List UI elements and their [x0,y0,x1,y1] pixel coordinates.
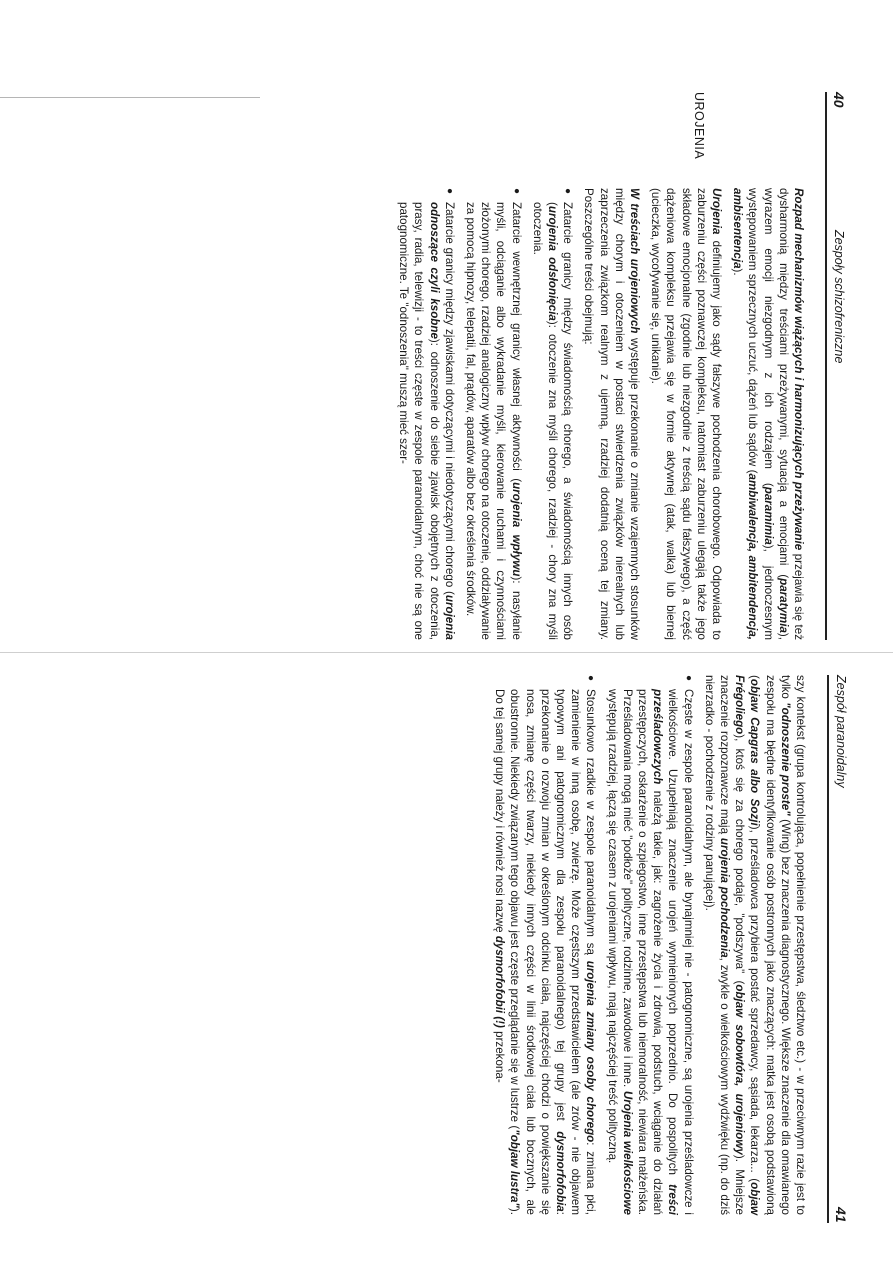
text-run: , zwykle o wielkościowym wydźwięku (np. do dziś nierzadko - pochodzenie z rodziny panującej). [702,675,731,1216]
text-run: ). Mniejsze znaczenie rozpoznawcze mają [717,675,747,1215]
emphasized-term: "odnoszenie proste" [778,702,792,816]
text-run: Zatarcie granicy między zjawiskami dotyczącymi i niedotyczącymi chorego ( [442,202,456,595]
text-run: występuje przekonanie o zmianie wzajemnych stosunków między chorym i otoczeniem w postaci stwierdzenia związków nierealnych lub zaprzeczenia związkom realnym z ujemną, rzadziej dodatnią oceną tej zmiany. Poszczególne treści obejmują: [582,188,641,640]
emphasized-term: W treściach urojeniowych [627,188,641,334]
text-column [390,188,806,640]
emphasized-term: "objaw lustra" [508,1129,522,1208]
paragraph-tresci-urojeniowe [581,188,642,640]
text-run: szy kontekst (grupa kontrolująca, popełnienie przestępstwa, śledztwo etc.) - w przeciwnym razie jest to tylko [778,675,807,1215]
header-rule [825,92,827,640]
text-run: występują rzadziej, łączą się czasem z urojeniami wpływu, mają najczęściej treść polityczną. [605,689,619,1164]
section-label: UROJENIA [692,92,706,160]
text-run: Zatarcie granicy między świadomością chorego, a świadomością innych osób ( [545,202,575,640]
page-number: 41 [833,1207,849,1223]
text-run: należą takie, jak: zagrożenie życia i zdrowia, podstuch, wciąganie do działań przestępczych, oskarżenie o szpiegostwo, inne przestępstwa lub niemoralność, niewiara małżeńska. Prześladowania mogą mieć "podłoże" polityczne, rodzinne, zawodowe i inne. [620,689,665,1215]
text-run: Zatarcie wewnętrznej granicy własnej aktywności ( [509,202,523,483]
page-41 [130,675,850,1223]
text-run: : zmiana płci, zamienienie w inną osobę, zwierzę. Może częstszym przedstawicielem (ale zrów - nie objawem typowym ani patognomicznym dla zespołu paranoidalnego) tej grupy jest [553,689,598,1215]
bullet-urojenia-odnoszace [396,188,457,640]
emphasized-term: urojenia zmiany osoby chorego [584,960,598,1143]
bullet-urojenia-odsloniecia [530,188,576,640]
emphasized-term: urojenia odsłonięcia [545,205,559,321]
text-run: (Wing) bez znaczenia diagnostycznego. Większe znaczenie dla omawianego zespołu ma błędne identyfikowanie osób postronnych jako znaczących: matka jest osobą podstawioną ( [748,675,792,1215]
emphasized-term: Urojenia [709,188,723,235]
text-run: przejawia się też dysharmonią między treściami przeżywanymi, sytuacją a emocjami ( [776,188,805,640]
emphasized-term: urojenia wpływu [509,482,523,577]
paragraph-odnoszenie [702,675,808,1215]
page-gutter-line [0,652,893,653]
page-40 [128,92,848,640]
emphasized-term: Rozpad mechanizmów wiążących i harmonizujących przeżywanie [792,188,805,551]
bullet-urojenia-wplywu [463,188,524,640]
text-run: ), jednoczesnym występowaniem sprzecznych uczuć, dążeń lub sądów ( [746,188,775,640]
emphasized-term: ambiwalencja, ambitendencja, ambisentencja [731,188,760,640]
text-run: Częste w zespole paranoidalnym, ale bynajmniej nie - patognomiczne, są urojenia prześladowcze i wielkościowe. Uzupełniają znaczenie urojeń wymienionych poprzednio. Do pospolitych [666,689,695,1215]
emphasized-term: objaw Frégoliego [733,675,762,1216]
paragraph-urojenia-definition [648,188,724,640]
running-head [828,675,850,1223]
emphasized-term: dysmorfofobii (!) [493,935,507,1028]
text-run: ): otoczenie zna myśli chorego, rzadziej - chory zna myśli otoczenia. [530,202,559,640]
header-rule [827,675,829,1223]
text-run: ): odnoszenie do siebie zjawisk obojętnych z otoczenia, prasy, radia, telewizji - to treści częste w zespole paranoidalnym, choć nie są one patognomiczne. Te "odnoszenia" muszą mieć szer- [397,202,441,640]
bullet-urojenia-przesladowcze [604,675,695,1215]
bullet-urojenia-zmiany-osoby [492,675,598,1215]
emphasized-term: urojenia pochodzenia [717,837,731,958]
text-run: ). [731,268,745,276]
paragraph-intro [730,188,806,640]
emphasized-term: objaw sobowtóra, urojeniowy [733,984,747,1155]
emphasized-term: paratymia [776,578,790,633]
text-run: definiujemy jako sądy fałszywe pochodzenia chorobowego. Odpowiada to zaburzeniu części poznawczej kompleksu, natomiast zaburzeniu ulegają także jego składowe emocjonalne (zgodnie lub niezgodnie z treścią sądu fałszywego), a część dążeniowa kompleksu przejawia się w formie aktywnej (atak, walka) lub biernej (ucieczka, wycofywanie się, unikanie). [649,188,723,640]
emphasized-term: dysmorfofobia [553,1131,567,1212]
page-number: 40 [831,92,847,108]
emphasized-term: treści prześladowczych [651,689,680,1215]
text-run: Stosunkowo rzadkie w zespole paranoidalnym są [584,689,598,961]
text-run: ), prześladowca przybiera postać sprzedawcy, sąsiada, lekarza... ( [748,825,762,1183]
text-run: ), wyrazem emocji niezgodnym z ich rodzajem ( [761,188,790,640]
emphasized-term: urojenia odnoszące czyli ksobne [427,202,456,640]
text-run: przekona- [493,1027,507,1083]
running-head [826,92,848,640]
text-run: ). Do tej samej grupy należy i również nosi nazwę [493,689,522,1215]
text-run: ), ktoś się za chorego podaje, "podszywa" ( [733,734,747,985]
running-title: Zespoły schizofreniczne [832,230,846,364]
text-run: : przekonanie o rozwoju zmian w określonym odcinku ciała, najczęściej chodzi o powiększanie się nosa, zmianę części twarzy, niekiedy innych części w linii środkowej ciała lub bocznych, ale obustronnie. Niekiedy związanym tego objawu jest częste przeglądanie się w lustrze ( [508,689,567,1215]
emphasized-term: paramimia [761,486,775,545]
emphasized-term: objaw Capgras albo Sozji [748,678,762,826]
text-column [486,675,808,1215]
running-title: Zespół paranoidalny [834,675,848,788]
emphasized-term: Urojenia wielkościowe [620,1090,634,1215]
text-run: ): nasyłanie myśli, odciąganie albo wykradanie myśli, kierowanie ruchami i czynnościami złożonymi chorego, rzadziej analogiczny wpływ chorego na otoczenie, oddziaływanie za pomocą hipnozy, telepatii, fal, prądów, aparatów albo bez określenia środków. [463,202,523,640]
